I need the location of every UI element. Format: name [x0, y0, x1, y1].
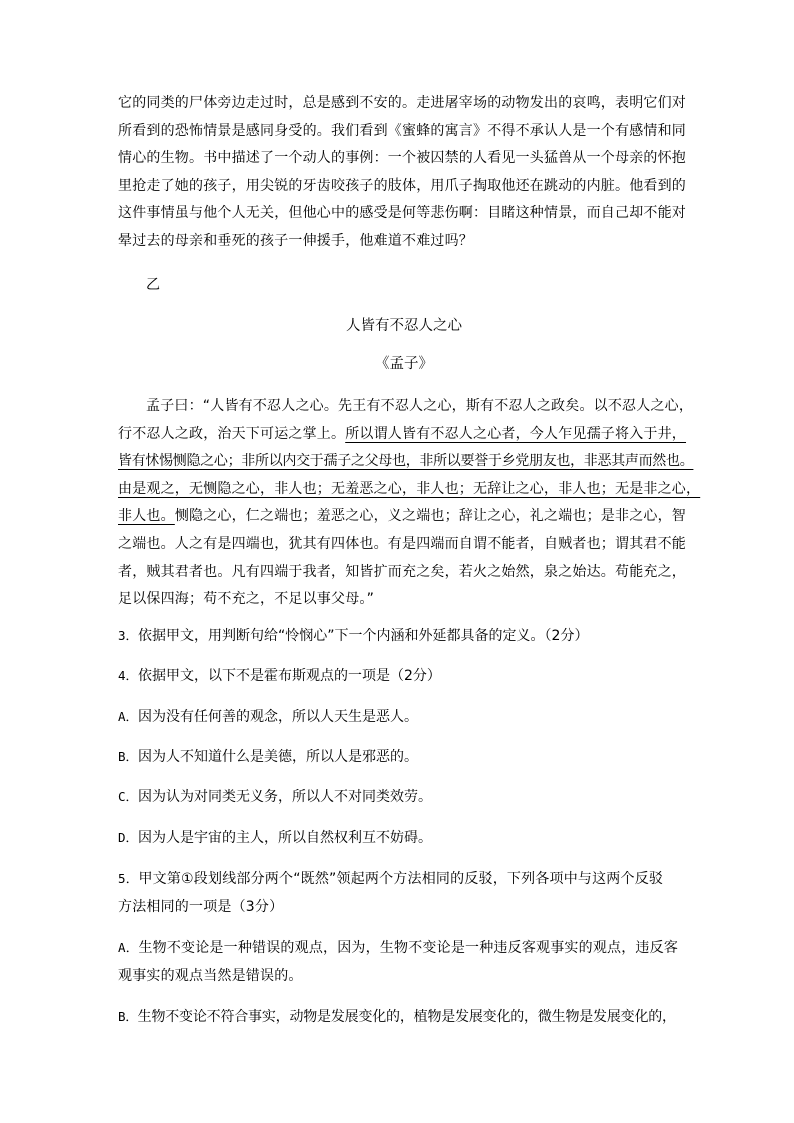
question-4	[118, 662, 690, 690]
question-number: 4．	[118, 668, 139, 683]
option-key: B．	[118, 1009, 138, 1024]
text-line	[118, 1003, 690, 1031]
text-line: 观事实的观点当然是错误的。	[118, 968, 303, 984]
option-key: C．	[118, 789, 139, 804]
q5-option-a	[118, 934, 690, 990]
passage-b-title: 人皆有不忍人之心	[346, 318, 462, 334]
underlined-text: 所以谓人皆有不忍人之心者，今人乍见孺子将入于井，	[345, 425, 687, 442]
option-c	[118, 783, 690, 811]
text-line: 足以保四海；苟不充之，不足以事父母。”	[118, 591, 375, 608]
option-b	[118, 743, 690, 771]
text-line	[118, 865, 690, 893]
question-text: 依据甲文，以下不是霍布斯观点的一项是（2分）	[138, 668, 441, 684]
plain-text: 恻隐之心，仁之端也；羞恶之心，义之端也；辞让之心，礼之端也；是非之心，智	[174, 508, 687, 525]
passage-b-body	[118, 393, 701, 614]
text-line	[118, 934, 690, 962]
q5-option-b	[118, 1003, 690, 1031]
text-line: 这件事情虽与他个人无关，但他心中的感受是何等悲伤啊：目睹这种情景，而自己却不能对	[118, 205, 686, 222]
text-line: 孟子曰：“人皆有不忍人之心。先王有不忍人之心，斯有不忍人之政矣。以不忍人之心，	[146, 398, 694, 414]
text-line: 晕过去的母亲和垂死的孩子一伸援手，他难道不难过吗？	[118, 232, 473, 249]
passage-b-author: 《孟子》	[375, 356, 433, 372]
text-line	[118, 421, 690, 449]
option-key: B．	[118, 749, 139, 764]
option-d	[118, 824, 690, 852]
underlined-line: 由是观之，无恻隐之心，非人也；无羞恶之心，非人也；无辞让之心，非人也；无是非之心，	[118, 480, 701, 497]
question-number: 3．	[118, 628, 139, 643]
option-key: A．	[118, 940, 139, 955]
option-text: 生物不变论不符合事实，动物是发展变化的，植物是发展变化的，微生物是发展变化的，	[137, 1009, 676, 1025]
underlined-line: 皆有怵惕恻隐之心；非所以内交于孺子之父母也，非所以要誉于乡党朋友也，非恶其声而然也。	[118, 453, 694, 470]
text-line: 所看到的恐怖情景是感同身受的。我们看到《蜜蜂的寓言》不得不承认人是一个有感情和同	[118, 122, 686, 139]
question-text: 甲文第①段划线部分两个“既然”领起两个方法相同的反驳，下列各项中与这两个反驳	[138, 871, 664, 887]
passage-a-tail	[118, 90, 690, 256]
option-a	[118, 703, 690, 731]
text-line: 方法相同的一项是（3分）	[118, 899, 284, 915]
text-line: 它的同类的尸体旁边走过时，总是感到不安的。走进屠宰场的动物发出的哀鸣，表明它们对	[118, 95, 686, 111]
section-b-label: 乙	[146, 277, 160, 293]
question-3	[118, 622, 690, 650]
text-line: 之端也。人之有是四端也，犹其有四体也。有是四端而自谓不能者，自贼者也；谓其君不能	[118, 535, 686, 552]
question-number: 5．	[118, 871, 139, 886]
underlined-text: 非人也。	[118, 508, 175, 525]
plain-text: 行不忍人之政，治天下可运之掌上。	[118, 425, 346, 442]
option-text: 因为人是宇宙的主人，所以自然权利互不妨碍。	[138, 830, 433, 846]
option-text: 因为认为对同类无义务，所以人不对同类效劳。	[138, 789, 433, 805]
option-text: 因为没有任何善的观念，所以人天生是恶人。	[138, 709, 419, 725]
text-line	[118, 503, 690, 531]
text-line: 者，贼其君者也。凡有四端于我者，知皆扩而充之矣，若火之始然，泉之始达。苟能充之，	[118, 563, 686, 580]
option-key: A．	[118, 709, 139, 724]
option-text: 因为人不知道什么是美德，所以人是邪恶的。	[138, 749, 419, 765]
text-line: 里抢走了她的孩子，用尖锐的牙齿咬孩子的肢体，用爪子掏取他还在跳动的内脏。他看到的	[118, 177, 686, 194]
question-5	[118, 865, 690, 921]
text-line: 情心的生物。书中描述了一个动人的事例：一个被囚禁的人看见一头猛兽从一个母亲的怀抱	[118, 150, 686, 167]
option-text: 生物不变论是一种错误的观点，因为，生物不变论是一种违反客观事实的观点，违反客	[138, 940, 679, 956]
question-text: 依据甲文，用判断句给“怜悯心”下一个内涵和外延都具备的定义。（2分）	[138, 628, 589, 644]
option-key: D．	[118, 830, 139, 845]
